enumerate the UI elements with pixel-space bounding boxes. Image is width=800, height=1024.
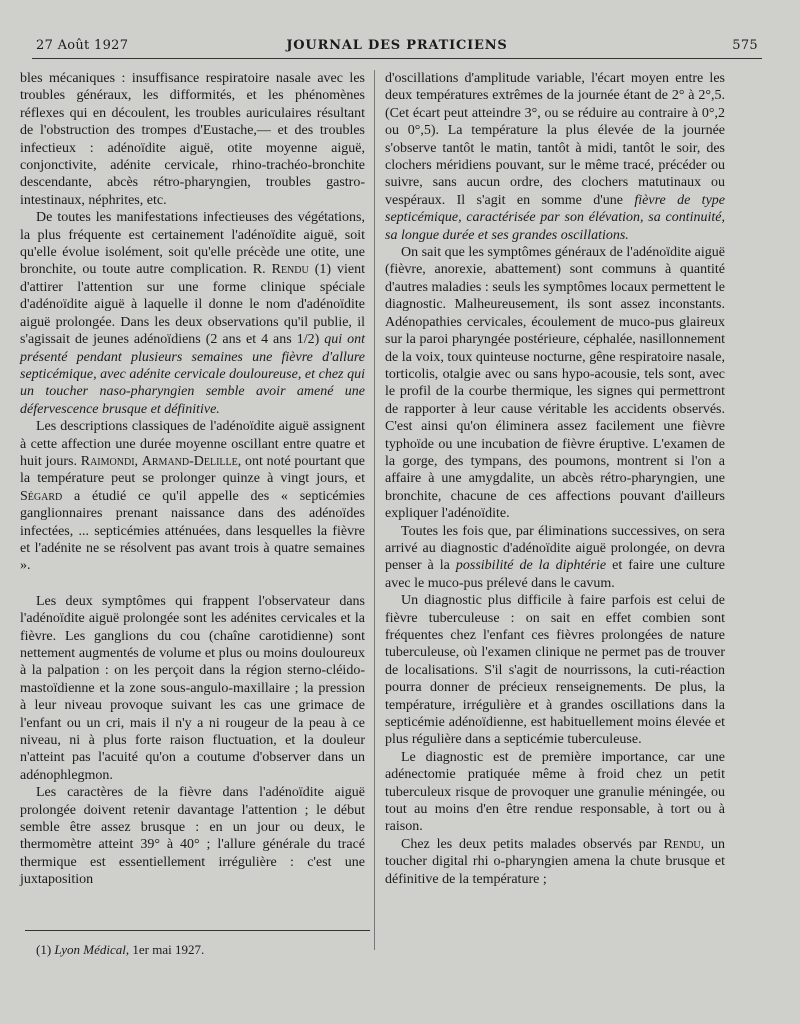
italic-passage: qui ont présenté pendant plusieurs semaines une fièvre d'allure septicémique, avec adénite cervicale douloureuse, et chez qui un toucher naso-pharyngien semble avoir amené une défervescence brusque et définitive. (20, 332, 365, 417)
right-column (385, 70, 725, 888)
author-name: Ségard (20, 488, 63, 504)
paragraph: Un diagnostic plus difficile à faire parfois est celui de fièvre tuberculeuse : on sait en effet combien sont fréquentes chez l'enfant ces fièvres prolongées de nature tuberculeuse, où l'examen clinique ne permet pas de trouver de localisations. S'il s'agit de nourrissons, la cuti-réaction pourra donner de précieux renseignements. De plus, la température, irrégulière et à grandes oscillations dans la septicémie adénoïdienne, est habituellement moins élevée et plus régulière dans a septicémie tuberculeuse. (385, 593, 725, 748)
author-name: Rendu (271, 262, 309, 278)
author-name: Armand-Delille (141, 453, 238, 469)
paragraph: Les caractères de la fièvre dans l'adénoïdite aiguë prolongée doivent retenir davantage l'attention ; le début semble être assez brusque : en un jour ou deux, le thermomètre atteint 39° à 40° ; l'allure générale du tracé thermique est essentiellement irrégulière : c'est une juxtaposition (20, 785, 365, 888)
paragraph: On sait que les symptômes généraux de l'adénoïdite aiguë (fièvre, anorexie, abattement) sont communs à quantité d'autres maladies : seuls les symptômes locaux permettent le diagnostic. Malheureusement, ils sont assez inconstants. Adénopathies cervicales, écoulement de muco-pus glaireux sur la paroi pharyngée postérieure, céphalée, nasillonnement de la voix, toux quinteuse nocturne, gêne respiratoire nasale, torticolis, otalgie avec ou sans hypo-acousie, tels sont, avec le profil de la courbe thermique, les signes qui permettront de rapporter à leur cause véritable les accidents observés. C'est ainsi qu'on éliminera assez facilement une fièvre typhoïde ou une incubation de fièvre éruptive. L'examen de la gorge, des tympans, des poumons, montrent si l'on a affaire à une amygdalite, un abcès rétro-pharyngien, une bronchite, chacune de ces affections pouvant d'ailleurs expliquer l'adénoïdite. (385, 245, 725, 522)
paragraph: De toutes les manifestations infectieuses des végétations, la plus fréquente est certainement l'adénoïdite aiguë, soit qu'elle évolue isolément, soit qu'elle précède une otite, une bronchite, ou toute autre complication. R. Rendu (1) vient d'attirer l'attention sur une forme clinique spéciale d'adénoïdite aiguë à laquelle il donne le nom d'adénoïdite aiguë prolongée. Dans les deux observations qu'il publie, il s'agissait de jeunes adénoïdiens (2 ans et 4 ans 1/2) qui ont présenté pendant plusieurs semaines une fièvre d'allure septicémique, avec adénite cervicale douloureuse, et chez qui un toucher naso-pharyngien semble avoir amené une défervescence brusque et définitive. (20, 210, 366, 417)
author-name: Rendu (663, 836, 701, 852)
footnote: (1) Lyon Médical, 1er mai 1927. (36, 942, 205, 957)
italic-passage: fièvre de type septicémique, caractérisée par son élévation, sa continuité, sa longue durée et ses grandes oscillations. (385, 192, 725, 243)
paragraph: Chez les deux petits malades observés par Rendu, un toucher digital rhi o-pharyngien amena la chute brusque et définitive de la température ; (385, 836, 726, 887)
paragraph: Les descriptions classiques de l'adénoïdite aiguë assignent à cette affection une durée moyenne oscillant entre quatre et huit jours. Raimondi, Armand-Delille, ont noté pourtant que la température peut se prolonger quinze à vingt jours, et Ségard a étudié ce qu'il appelle des « septicémies ganglionnaires prenant naissance dans des adénoïdes infectées, ... septicémies atténuées, dans lesquelles la fièvre et l'adénite ne se résolvent pas avant trois à quatre semaines ». (20, 419, 366, 574)
page-number: 575 (732, 38, 758, 53)
paragraph: d'oscillations d'amplitude variable, l'écart moyen entre les deux températures extrêmes de la journée étant de 2° à 2°,5. (Cet écart peut atteindre 3°, ou se réduire au contraire à 0°,2 ou 0°,5). La température la plus élevée de la journée s'observe tantôt le matin, tantôt à midi, tantôt le soir, des clochers méridiens pouvant, sur le même tracé, précéder ou suivre, sans aucun ordre, des clochers matutinaux ou vespéraux. Il s'agit en somme d'une fièvre de type septicémique, caractérisée par son élévation, sa continuité, sa longue durée et ses grandes oscillations. (385, 71, 725, 243)
left-column (20, 70, 365, 889)
header-date: 27 Août 1927 (36, 38, 129, 53)
paragraph: Le diagnostic est de première importance, car une adénectomie pratiquée même à froid chez un petit tuberculeux risque de provoquer une granulie méningée, ou tout au moins d'en être rendue responsable, à tort ou à raison. (385, 749, 725, 835)
paragraph: Toutes les fois que, par éliminations successives, on sera arrivé au diagnostic d'adénoïdite aiguë prolongée, on devra penser à la possibilité de la diphtérie et faire une culture avec le muco-pus prélevé dans le cavum. (385, 523, 726, 591)
footnote-source: Lyon Médical, (54, 942, 130, 957)
running-header (36, 38, 758, 58)
author-name: Raimondi (80, 453, 135, 469)
italic-passage: possibilité de la diphtérie (455, 558, 607, 574)
footnote-rule (25, 930, 370, 931)
journal-title: JOURNAL DES PRATICIENS (286, 38, 508, 53)
section-gap (20, 575, 365, 593)
paragraph: Les deux symptômes qui frappent l'observateur dans l'adénoïdite aiguë prolongée sont les adénites cervicales et la fièvre. Les ganglions du cou (chaîne carotidienne) sont nettement augmentés de volume et plus ou moins douloureux à la palpation : on les perçoit dans la région sterno-cléido-mastoïdienne et la zone sous-angulo-maxillaire ; la pression à leur niveau provoque suivant les cas une grimace de l'enfant ou un cri, mais il n'y a ni rougeur de la peau à ce niveau, ni à plus forte raison fluctuation, et la douleur n'atteint pas l'acuité qu'on a coutume d'observer dans un adénophlegmon. (20, 593, 365, 783)
header-rule (32, 58, 762, 59)
column-separator (374, 70, 375, 950)
paragraph: bles mécaniques : insuffisance respiratoire nasale avec les troubles généraux, les difformités, et les phénomènes réflexes qui en découlent, les troubles auriculaires résultant de l'obstruction des trompes d'Eustache,— et des troubles infectieux : adénoïdite aiguë, otite moyenne aiguë, conjonctivite, adénite cervicale, rhino-trachéo-bronchite descendante, abcès rétro-pharyngien, troubles gastro-intestinaux, néphrites, etc. (20, 71, 365, 208)
